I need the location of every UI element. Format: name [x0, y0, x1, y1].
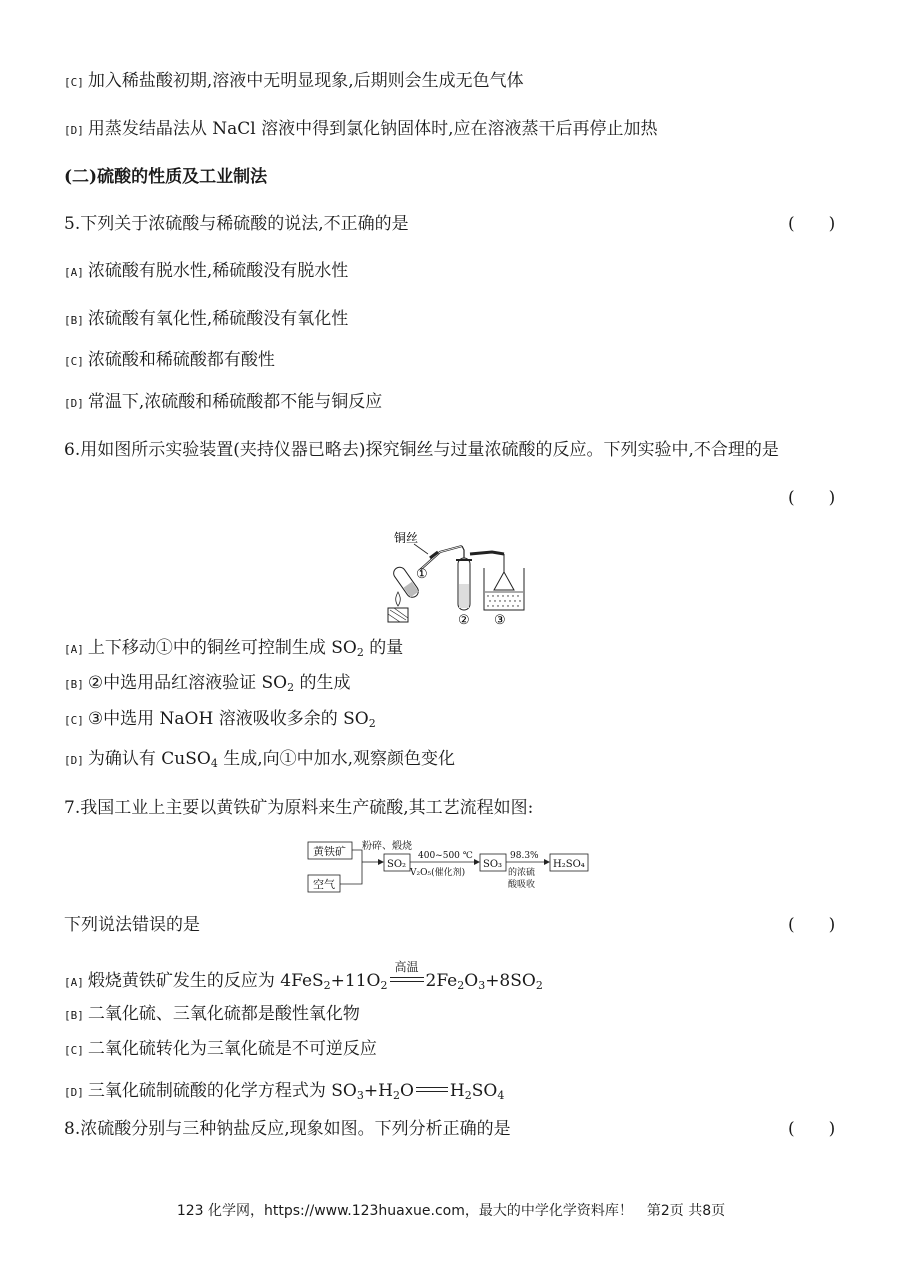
flow-label-so2: SO₂: [387, 859, 407, 870]
q5-stem: 5.下列关于浓硫酸与稀硫酸的说法,不正确的是: [64, 214, 409, 234]
figure-label-2: ②: [458, 613, 470, 628]
q7-answer-paren: ( ): [788, 915, 836, 935]
flow-label-catalyst: V₂O₅(催化剂): [410, 868, 466, 878]
option-text: 浓硫酸和稀硫酸都有酸性: [87, 350, 275, 370]
figure-label-1: ①: [416, 567, 428, 582]
subscript: 2: [287, 681, 295, 694]
subscript: 4: [210, 757, 218, 770]
equation-part: H: [449, 1081, 465, 1101]
test-tube-2: [456, 558, 472, 610]
subscript: 3: [356, 1089, 364, 1102]
subscript: 2: [457, 979, 465, 992]
q7-stem: 7.我国工业上主要以黄铁矿为原料来生产硫酸,其工艺流程如图:: [64, 798, 534, 818]
equation-part: SO: [471, 1081, 498, 1101]
option-text-end: 生成,向①中加水,观察颜色变化: [217, 749, 456, 769]
equation-part: 煅烧黄铁矿发生的反应为 4FeS: [87, 971, 324, 991]
q4-option-c: [64, 70, 524, 94]
option-text: 用蒸发结晶法从 NaCl 溶液中得到氯化钠固体时,应在溶液蒸干后再停止加热: [87, 119, 658, 139]
subscript: 2: [380, 979, 388, 992]
subscript: 2: [535, 979, 543, 992]
option-marker: [B]: [64, 314, 84, 327]
q7-option-c: [64, 1038, 377, 1062]
option-marker: [A]: [64, 643, 84, 656]
flow-label-so3: SO₃: [483, 859, 503, 870]
option-marker: [D]: [64, 1086, 84, 1099]
equation-part: O: [399, 1081, 414, 1101]
q5-option-c: [64, 349, 275, 373]
equation-part: 2Fe: [425, 971, 458, 991]
figure-label-wire: 铜丝: [394, 531, 419, 545]
q7-option-a: [A] 煅烧黄铁矿发生的反应为 $4FeS_2+11O_2$ 高温 $2Fe_2O_3+8SO_2$: [64, 968, 543, 994]
condition-equals: [388, 960, 426, 988]
equation-part: 三氧化硫制硫酸的化学方程式为 SO: [87, 1081, 357, 1101]
option-marker: [C]: [64, 355, 84, 368]
option-marker: [C]: [64, 76, 84, 89]
flow-label-step1: 粉碎、煅烧: [362, 841, 412, 852]
option-text: 浓硫酸有氧化性,稀硫酸没有氧化性: [87, 309, 349, 329]
figure-label-3: ③: [494, 613, 506, 628]
q6-option-a: [64, 637, 403, 661]
flow-label-conc: 98.3%: [510, 851, 539, 861]
option-text-end: 的量: [363, 638, 404, 658]
subscript: 2: [392, 1089, 400, 1102]
q4-option-d: [64, 118, 658, 142]
q5-option-d: [64, 391, 382, 415]
option-marker: [A]: [64, 266, 84, 279]
option-marker: [D]: [64, 124, 84, 137]
q8-answer-paren: ( ): [788, 1119, 836, 1139]
flow-label-h2so4: H₂SO₄: [553, 859, 585, 870]
option-text: 为确认有 CuSO: [87, 749, 211, 769]
option-text: 二氧化硫转化为三氧化硫是不可逆反应: [87, 1039, 377, 1059]
option-marker: [C]: [64, 1044, 84, 1057]
option-marker: [D]: [64, 397, 84, 410]
q7-question: 下列说法错误的是: [64, 915, 200, 935]
option-text: 二氧化硫、三氧化硫都是酸性氧化物: [87, 1004, 360, 1024]
q6-option-d: [64, 748, 455, 772]
subscript: 2: [323, 979, 331, 992]
flame: [396, 592, 401, 606]
equals-sign: [414, 1078, 450, 1098]
flow-label-absorb2: 酸吸收: [508, 880, 536, 890]
section-title: (二)硫酸的性质及工业制法: [64, 167, 268, 187]
q5-answer-paren: ( ): [788, 214, 836, 234]
option-marker: [A]: [64, 976, 84, 989]
option-text: ③中选用 NaOH 溶液吸收多余的 SO: [87, 709, 369, 729]
flow-label-pyrite: 黄铁矿: [313, 845, 346, 858]
option-text: 浓硫酸有脱水性,稀硫酸没有脱水性: [87, 261, 349, 281]
q6-option-b: [64, 672, 351, 696]
option-marker: [D]: [64, 754, 84, 767]
subscript: 3: [478, 979, 486, 992]
q6-option-c: [64, 708, 376, 732]
q6-stem: 6.用如图所示实验装置(夹持仪器已略去)探究铜丝与过量浓硫酸的反应。下列实验中,不合理的是: [64, 440, 779, 460]
q8-stem: 8.浓硫酸分别与三种钠盐反应,现象如图。下列分析正确的是: [64, 1119, 511, 1139]
option-marker: [B]: [64, 1009, 84, 1022]
q7-option-b: [64, 1003, 360, 1027]
equation-part: +8SO: [485, 971, 536, 991]
option-text: 上下移动①中的铜丝可控制生成 SO: [87, 638, 357, 658]
q5-option-a: [64, 260, 348, 284]
flow-label-temp: 400~500 ℃: [418, 851, 473, 861]
option-marker: [C]: [64, 714, 84, 727]
q6-answer-paren: ( ): [788, 488, 836, 508]
page-footer: 123 化学网，https://www.123huaxue.com，最大的中学化学资料库！ 第2页 共8页: [176, 1203, 726, 1219]
flow-label-absorb1: 的浓硫: [508, 868, 536, 878]
q6-apparatus-figure: [380, 528, 540, 628]
subscript: 2: [368, 717, 376, 730]
option-text: ②中选用品红溶液验证 SO: [87, 673, 288, 693]
subscript: 2: [464, 1089, 472, 1102]
equation-part: +H: [363, 1081, 393, 1101]
flow-label-air: 空气: [313, 878, 335, 891]
q7-option-d: [64, 1078, 504, 1104]
option-marker: [B]: [64, 678, 84, 691]
option-text-end: 的生成: [294, 673, 351, 693]
q7-process-flow: [306, 838, 596, 898]
subscript: 4: [497, 1089, 505, 1102]
option-text: 加入稀盐酸初期,溶液中无明显现象,后期则会生成无色气体: [87, 71, 524, 91]
equation-part: O: [464, 971, 479, 991]
option-text: 常温下,浓硫酸和稀硫酸都不能与铜反应: [87, 392, 383, 412]
condition-label: 高温: [394, 960, 419, 974]
subscript: 2: [356, 646, 364, 659]
q5-option-b: [64, 308, 348, 332]
